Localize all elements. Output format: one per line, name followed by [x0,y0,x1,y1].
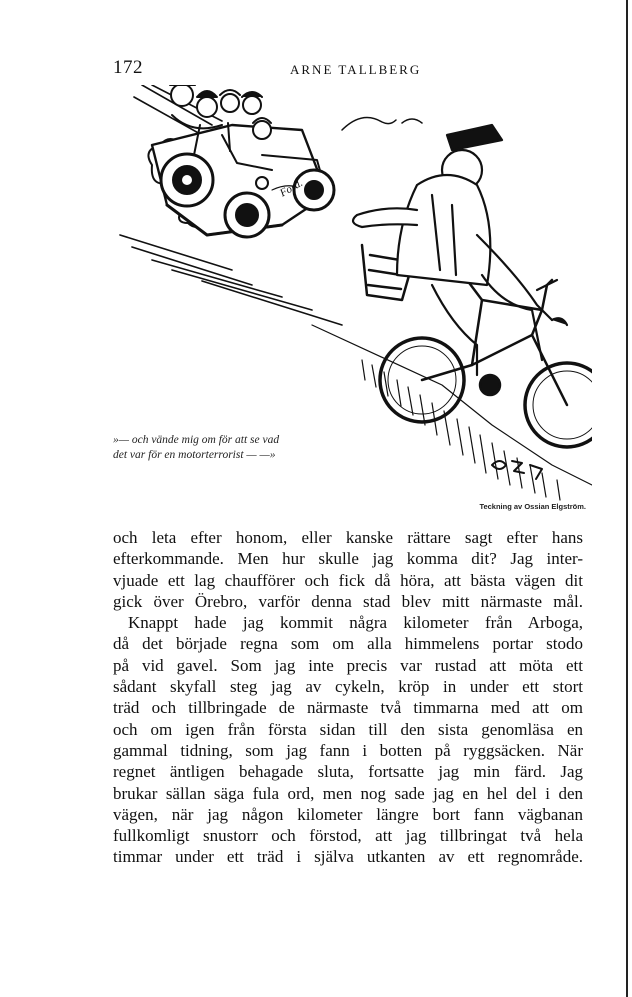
illustration-credit: Teckning av Ossian Elgström. [479,502,586,511]
text-line: efterkommande. Men hur skulle jag komma dit? Jag inter- [113,549,583,569]
page-number: 172 [113,57,143,78]
paragraph [113,612,583,868]
caption-line: det var för en motorterrorist — —» [113,449,276,461]
text-line: och om igen från första sidan till den sista genomläsa en [113,719,583,739]
text-line: vjuade ett lag chaufförer och fick då höra, att bästa vägen dit [113,570,583,590]
artist-signature [492,461,542,479]
text-line: brukar sällan säga fula ord, men nog sade jag en hel del i den [113,783,583,803]
text-line: och leta efter honom, eller kanske rättare sagt efter hans [113,528,583,547]
illustration-caption [113,433,343,463]
text-line: regnet äntligen behagade sluta, fortsatte jag min färd. Jag [113,762,583,782]
text-line: träd och tillbringade de närmaste två timmarna med att om [113,698,583,718]
text-line: fullkomligt snustorr och förstod, att jag tillbringat två hela [113,826,583,846]
body-text [113,527,583,868]
swirl-lines [342,118,422,131]
car-drawing [152,85,334,237]
text-line: på vid gavel. Som jag inte precis var rustad att möta ett [113,655,583,675]
text-line: då det började regna som om alla himmelens portar stodo [113,634,583,654]
text-line: gick över Örebro, varför denna stad blev mitt närmaste mål. [113,591,583,611]
page-edge-rule [626,0,628,997]
text-line: timmar under ett träd i själva utkanten av ett regnområde. [113,847,583,867]
caption-line: »— och vände mig om för att se vad [113,434,280,446]
cyclist-drawing [353,125,567,375]
running-head: ARNE TALLBERG [290,62,422,77]
text-line: gammal tidning, som jag fann i botten på ryggsäcken. När [113,740,583,760]
text-line: sådant skyfall steg jag av cykeln, kröp in under ett stort [113,677,583,697]
paragraph [113,527,583,612]
text-line: Knappt hade jag kommit några kilometer från Arboga, [128,613,583,633]
car-text: Ford. [277,176,305,200]
text-line: vägen, när jag någon kilometer längre bort fann vägbanan [113,804,583,824]
